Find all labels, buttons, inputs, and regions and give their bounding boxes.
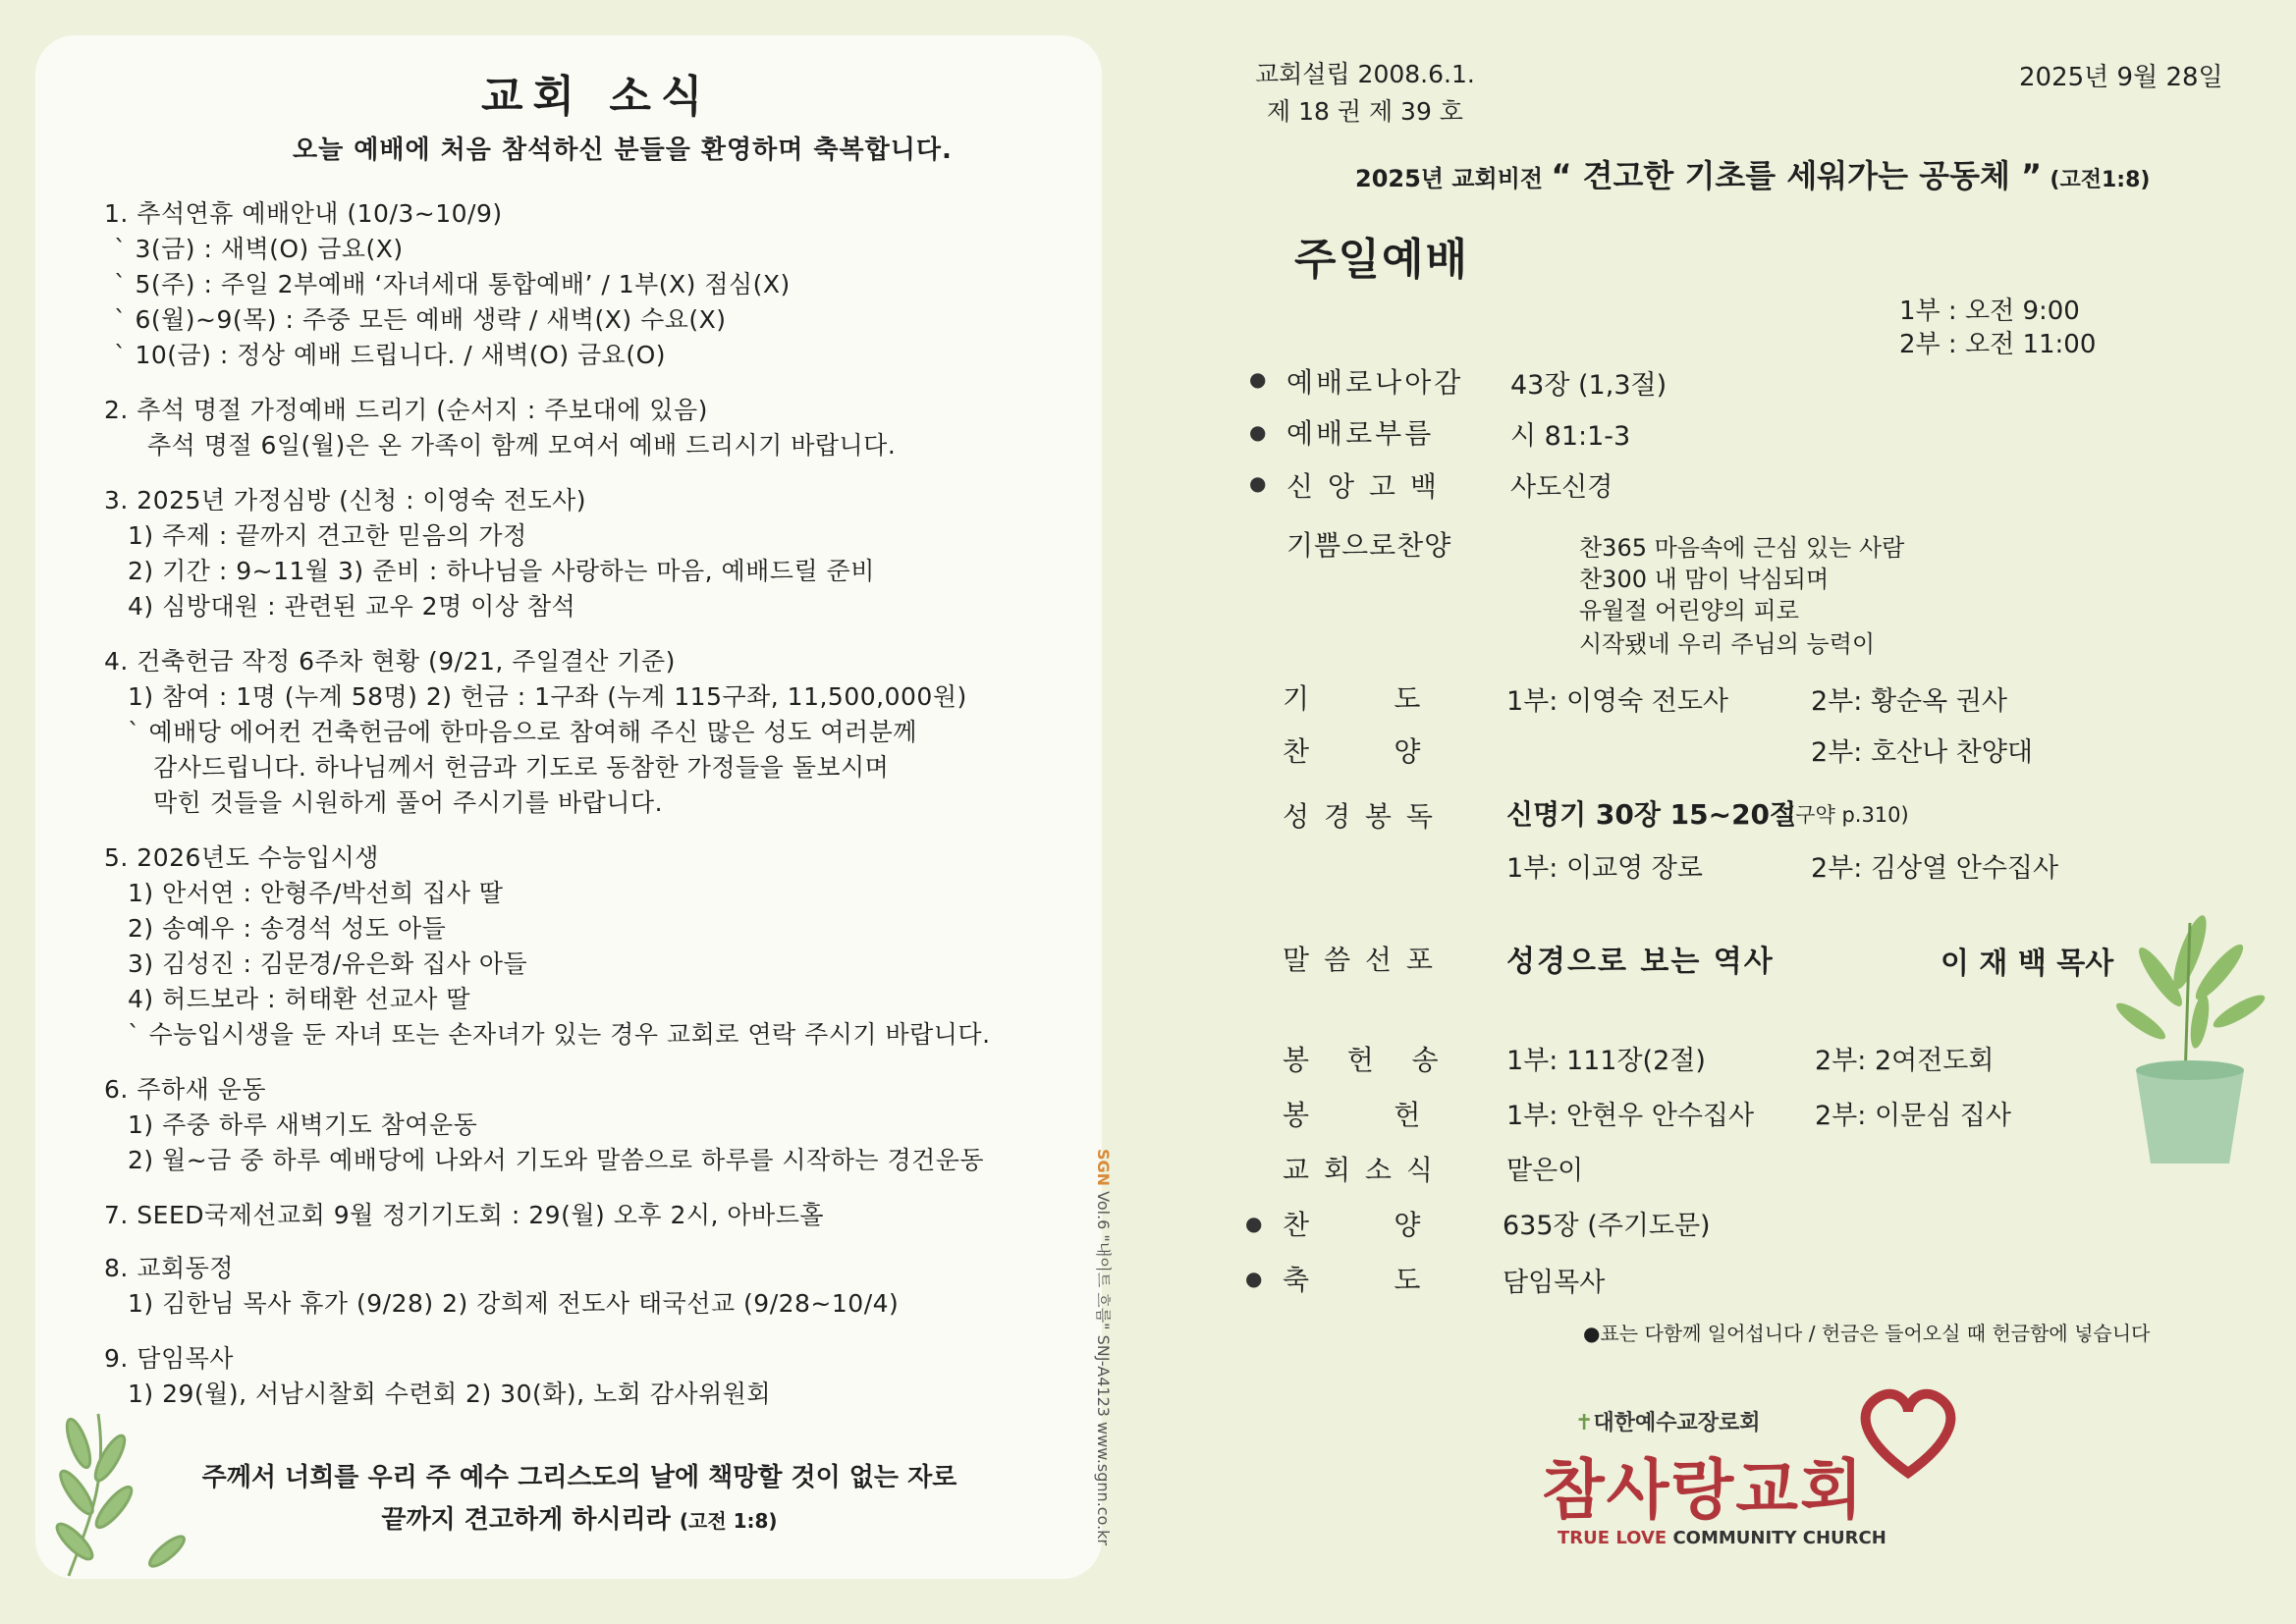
item-label: 찬 양 [1283,1209,1424,1241]
welcome-message: 오늘 예배에 처음 참석하신 분들을 환영하며 축복합니다. [293,135,953,165]
sermon-title: 성경으로 보는 역사 [1506,945,1775,979]
news-line: 2) 송예우 : 송경석 성도 아들 [128,914,447,943]
item-value: 635장 (주기도문) [1503,1211,1711,1241]
news-line: ` 10(금) : 정상 예배 드립니다. / 새벽(O) 금요(O) [114,341,667,369]
established-date: 교회설립 2008.6.1. [1255,60,1475,88]
preacher: 이 재 백 목사 [1941,947,2114,981]
service-time-2: 2부 : 오전 11:00 [1899,330,2097,359]
news-line: 9. 담임목사 [104,1344,234,1373]
item-label: 기 도 [1283,682,1424,715]
item-label: 축 도 [1283,1264,1424,1296]
printer-text: Vol.6 "내이트 흐름" SNJ-A4123 www.sgnn.co.kr [1094,1191,1113,1546]
news-line: ` 3(금) : 새벽(O) 금요(X) [114,235,404,263]
vision-ref: (고전1:8) [2050,168,2151,192]
item-label: 봉 헌 [1283,1099,1424,1131]
news-line: ` 5(주) : 주일 2부예배 ‘자녀세대 통합예배’ / 1부(X) 점심(X) [114,270,791,298]
news-line: 감사드립니다. 하나님께서 헌금과 기도로 동참한 가정들을 돌보시며 [153,753,890,782]
reading-page: (구약 p.310) [1787,803,1909,827]
church-name: 참사랑교회 [1542,1451,1865,1528]
news-line: 4) 심방대원 : 관련된 교우 2명 이상 참석 [128,592,576,621]
news-line: 6. 주하새 운동 [104,1075,266,1104]
news-title: 교회 소식 [481,72,713,122]
news-line: ` 6(월)~9(목) : 주중 모든 예배 생략 / 새벽(X) 수요(X) [114,305,727,334]
item-label: 예배로나아감 [1286,366,1464,399]
item-value: 2부: 황순옥 권사 [1811,686,2007,717]
news-line: 1) 안서연 : 안형주/박선희 집사 딸 [128,879,504,907]
item-value: 맡은이 [1506,1156,1584,1186]
item-value: 1부: 이교영 장로 [1506,853,1703,884]
item-value: 1부: 이영숙 전도사 [1506,686,1729,717]
standing-bullet-icon: ● [1249,471,1267,495]
reading-passage: 신명기 30장 15~20절 [1506,798,1797,831]
item-value: 1부: 안현우 안수집사 [1506,1101,1755,1131]
plant-pot-icon [2092,884,2288,1178]
item-value: 2부: 이문심 집사 [1815,1101,2011,1131]
news-line: 3) 김성진 : 김문경/유은화 집사 아들 [128,949,528,978]
closing-verse-ref: (고전 1:8) [679,1509,778,1533]
service-time-1: 1부 : 오전 9:00 [1899,297,2080,326]
news-line: 8. 교회동정 [104,1254,234,1282]
news-line: 1) 29(월), 서남시찰회 수련회 2) 30(화), 노회 감사위원회 [128,1380,772,1408]
vision-prefix: 2025년 교회비전 [1355,165,1544,192]
news-line: 1) 참여 : 1명 (누계 58명) 2) 헌금 : 1구좌 (누계 115구좌, 11,500,000원) [128,682,967,711]
news-line: 5. 2026년도 수능입시생 [104,843,379,872]
praise-song: 시작됐네 우리 주님의 능력이 [1579,630,1876,658]
item-label: 찬 양 [1283,735,1424,768]
news-line: 1. 추석연휴 예배안내 (10/3~10/9) [104,199,503,228]
praise-song: 유월절 어린양의 피로 [1579,597,1799,624]
news-line: 7. SEED국제선교회 9월 정기기도회 : 29(월) 오후 2시, 아바드홀 [104,1201,824,1229]
news-line: 1) 주제 : 끝까지 견고한 믿음의 가정 [128,521,527,550]
news-line: 2. 추석 명절 가정예배 드리기 (순서지 : 주보대에 있음) [104,396,708,424]
news-line: 1) 주중 하루 새벽기도 참여운동 [128,1110,478,1139]
item-value: 2부: 김상열 안수집사 [1811,853,2059,884]
item-label: 말 씀 선 포 [1283,944,1436,976]
news-line: 2) 월~금 중 하루 예배당에 나와서 기도와 말씀으로 하루를 시작하는 경건운동 [128,1146,985,1174]
news-line: ` 수능입시생을 둔 자녀 또는 손자녀가 있는 경우 교회로 연락 주시기 바랍니다. [128,1020,991,1049]
item-label: 성 경 봉 독 [1283,800,1436,833]
standing-bullet-icon: ● [1245,1212,1263,1235]
news-line: 추석 명절 6일(월)은 온 가족이 함께 모여서 예배 드리시기 바랍니다. [147,431,897,460]
news-line: 1) 김한님 목사 휴가 (9/28) 2) 강희제 전도사 태국선교 (9/28~10/4) [128,1289,900,1318]
item-label: 교 회 소 식 [1283,1154,1436,1186]
volume-number: 제 18 권 제 39 호 [1267,97,1463,126]
printer-imprint [1093,1149,1116,1545]
news-line: ` 예배당 에어컨 건축헌금에 한마음으로 참여해 주신 많은 성도 여러분께 [128,718,917,746]
closing-verse-line1: 주께서 너희를 우리 주 예수 그리스도의 날에 책망할 것이 없는 자로 [201,1463,957,1492]
standing-bullet-icon: ● [1249,420,1267,444]
item-value: 사도신경 [1510,472,1613,503]
closing-verse-line2: 끝까지 견고하게 하시리라 [381,1505,671,1535]
item-label: 신 앙 고 백 [1286,470,1440,503]
item-label: 예배로부름 [1286,417,1435,450]
news-line: 4. 건축헌금 작정 6주차 현황 (9/21, 주일결산 기준) [104,647,676,676]
item-value: 시 81:1-3 [1510,421,1631,452]
heart-logo-icon [1854,1382,1962,1481]
news-line: 3. 2025년 가정심방 (신청 : 이영숙 전도사) [104,486,587,514]
item-value: 담임목사 [1503,1268,1606,1298]
service-title: 주일예배 [1294,235,1470,285]
denomination: ✝대한예수교장로회 [1575,1411,1761,1435]
bulletin-date: 2025년 9월 28일 [2019,63,2223,92]
leaf-decoration-icon [39,1404,196,1581]
item-value: 1부: 111장(2절) [1506,1046,1706,1076]
church-english-a: TRUE LOVE [1558,1528,1667,1548]
vision-title: “ 견고한 기초를 세워가는 공동체 ” [1551,157,2043,194]
church-vision [1355,151,2150,196]
printer-brand: SGN [1094,1149,1113,1187]
news-line: 2) 기간 : 9~11월 3) 준비 : 하나님을 사랑하는 마음, 예배드릴 준비 [128,557,875,585]
church-english-name [1558,1528,1886,1548]
standing-bullet-icon: ● [1249,367,1267,391]
praise-song: 찬365 마음속에 근심 있는 사람 [1579,534,1905,562]
item-value: 43장 (1,3절) [1510,370,1667,401]
closing-verse [177,1457,982,1536]
standing-bullet-icon: ● [1245,1267,1263,1290]
church-english-b: COMMUNITY CHURCH [1667,1528,1886,1548]
item-label: 봉 헌 송 [1283,1044,1442,1076]
news-line: 막힌 것들을 시원하게 풀어 주시기를 바랍니다. [153,788,664,817]
praise-song: 찬300 내 맘이 낙심되며 [1579,566,1830,593]
item-label: 기쁨으로찬양 [1286,529,1452,562]
denomination-name: 대한예수교장로회 [1593,1411,1761,1435]
standing-note: ●표는 다함께 일어섭니다 / 헌금은 들어오실 때 헌금함에 넣습니다 [1583,1322,2151,1345]
item-value: 2부: 2여전도회 [1815,1046,1995,1076]
news-line: 4) 허드보라 : 허태환 선교사 딸 [128,985,470,1013]
item-value: 2부: 호산나 찬양대 [1811,737,2034,768]
